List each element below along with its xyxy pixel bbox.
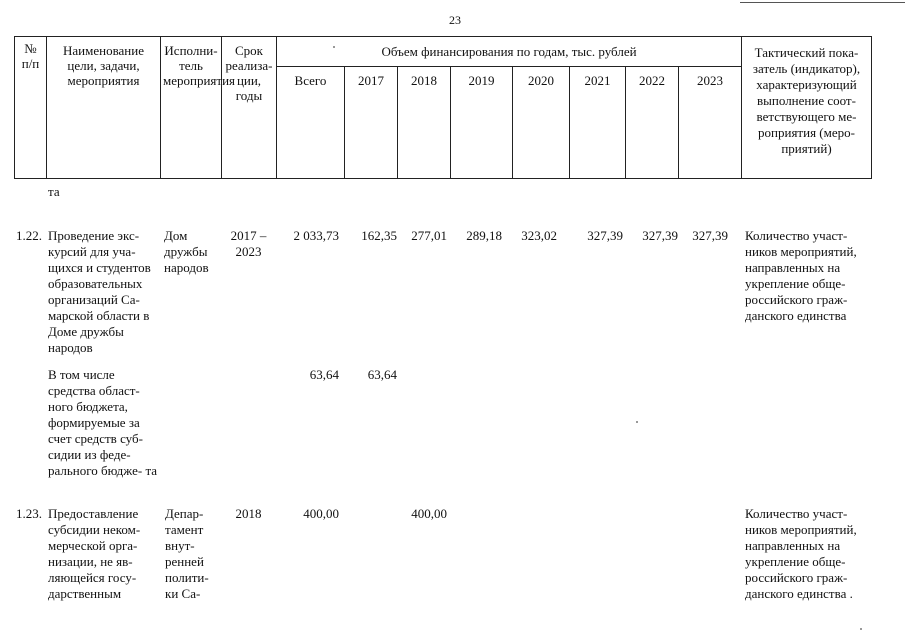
row-value-2019 — [450, 506, 512, 602]
row-value-2023 — [678, 367, 741, 479]
row-executor: Депар- тамент внут- ренней полити- ки Са- — [165, 506, 209, 601]
page-number: 23 — [449, 13, 461, 27]
row-value-2019 — [450, 367, 512, 479]
header-funding: Объем финансирования по годам, тыс. рублей — [277, 37, 742, 67]
header-year-2017: 2017 — [345, 67, 398, 179]
table-row — [14, 367, 871, 479]
scan-speck — [860, 628, 862, 630]
table-row — [14, 228, 873, 356]
header-year-2023: 2023 — [679, 67, 742, 179]
row-num: 1.23. — [16, 506, 42, 521]
header-num: № п/п — [15, 37, 47, 179]
header-year-2019: 2019 — [451, 67, 513, 179]
row-term: 2018 — [235, 506, 262, 521]
row-value-2023: 327,39 — [692, 228, 728, 243]
row-total: 2 033,73 — [293, 228, 339, 243]
row-name: Предоставление субсидии неком- мерческой орга- низации, не яв- ляющейся госу- дарственным — [48, 506, 141, 601]
header-indicator: Тактический пока- затель (индикатор), характеризующий выполнение соот- ветствующего ме- роприятия (меро- приятий) — [742, 37, 872, 179]
row-indicator: Количество участ- ников мероприятий, направленных на укрепление обще- российского граж- данского единства — [745, 228, 857, 323]
header-name: Наименование цели, задачи, мероприятия — [47, 37, 161, 179]
row-indicator — [741, 367, 871, 479]
carry-over-text: та — [48, 184, 60, 199]
row-name: Проведение экс- курсий для уча- щихся и студентов образовательных организаций Са- марской области в Доме дружбы народов — [48, 228, 151, 355]
scan-speck — [636, 421, 638, 423]
header-term: Срок реализа- ции, годы — [222, 37, 277, 179]
row-total: 63,64 — [309, 367, 339, 382]
table-header — [14, 36, 872, 179]
row-name: В том числе средства област- ного бюджета, формируемые за счет средств суб- сидии из феде- рального бюдже- та — [48, 367, 158, 478]
row-value-2021 — [569, 367, 625, 479]
row-num: 1.22. — [16, 228, 42, 243]
row-value-2018: 400,00 — [411, 506, 447, 521]
header-year-2020: 2020 — [513, 67, 570, 179]
row-value-2023 — [678, 506, 741, 602]
row-value-2021: 327,39 — [587, 228, 623, 243]
row-value-2019: 289,18 — [466, 228, 502, 243]
header-total: Всего — [277, 67, 345, 179]
row-value-2021 — [569, 506, 625, 602]
header-year-2021: 2021 — [570, 67, 626, 179]
scan-speck — [333, 46, 335, 48]
row-value-2020: 323,02 — [521, 228, 557, 243]
row-value-2022 — [625, 506, 678, 602]
row-num — [14, 367, 46, 479]
row-value-2017: 63,64 — [367, 367, 397, 382]
row-executor: Дом дружбы народов — [164, 228, 209, 275]
row-indicator: Количество участ- ников мероприятий, направленных на укрепление обще- российского граж- данского единства . — [745, 506, 857, 601]
row-value-2022: 327,39 — [642, 228, 678, 243]
header-year-2022: 2022 — [626, 67, 679, 179]
row-term — [221, 367, 276, 479]
header-year-2018: 2018 — [398, 67, 451, 179]
row-value-2020 — [512, 367, 569, 479]
header-executor: Исполни- тель мероприятия — [161, 37, 222, 179]
row-value-2018 — [397, 367, 450, 479]
row-executor — [160, 367, 221, 479]
row-value-2017: 162,35 — [361, 228, 397, 243]
row-total: 400,00 — [303, 506, 339, 521]
row-value-2018: 277,01 — [411, 228, 447, 243]
row-value-2020 — [512, 506, 569, 602]
table-row — [14, 506, 873, 602]
top-rule — [740, 2, 905, 3]
row-value-2017 — [344, 506, 397, 602]
row-term: 2017 – 2023 — [230, 228, 267, 259]
row-value-2022 — [625, 367, 678, 479]
